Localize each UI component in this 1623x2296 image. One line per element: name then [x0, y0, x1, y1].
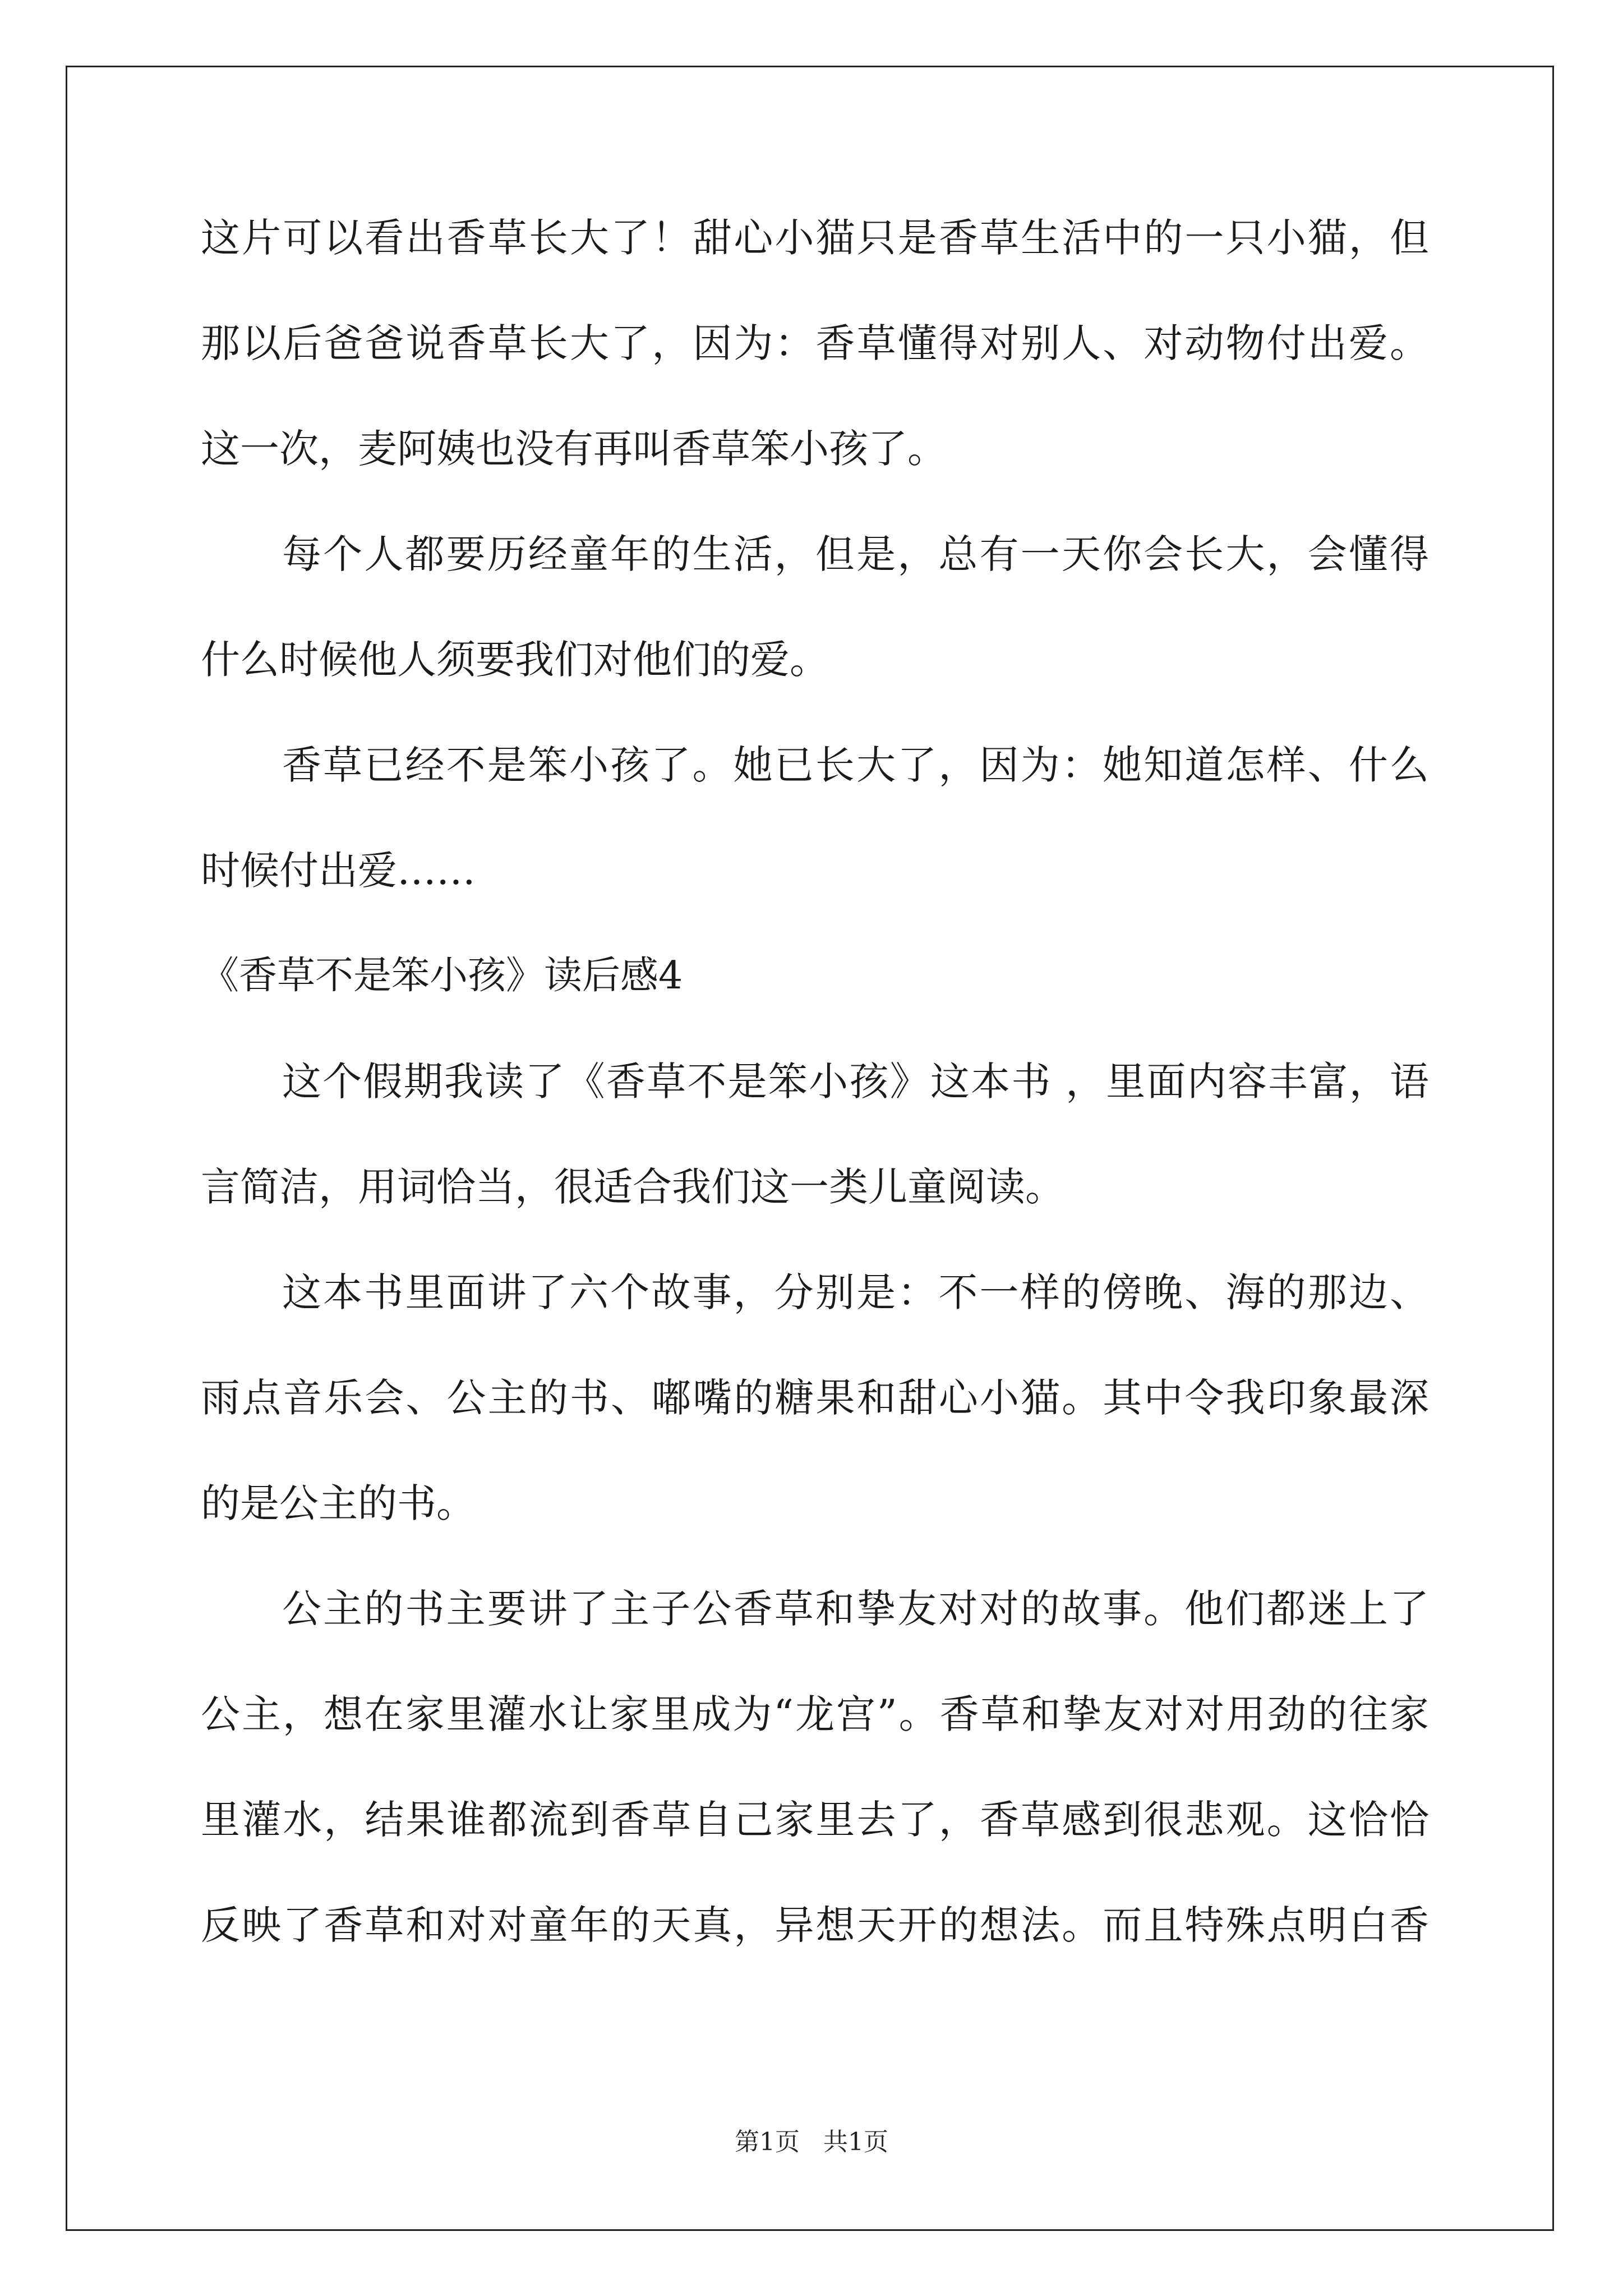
text-line: 反映了香草和对对童年的天真，异想天开的想法。而且特殊点明白香 [201, 1902, 1429, 1948]
text-line: 的是公主的书。 [201, 1480, 476, 1526]
text-line: 言简洁，用词恰当，很适合我们这一类儿童阅读。 [201, 1164, 1064, 1210]
text-line: 公主，想在家里灌水让家里成为“龙宫”。香草和挚友对对用劲的往家 [201, 1691, 1429, 1737]
text-line: 时候付出爱…… [201, 848, 476, 894]
page-number-footer: 第1页 共1页 [735, 2128, 888, 2156]
text-line: 什么时候他人须要我们对他们的爱。 [201, 637, 829, 683]
text-line: 里灌水，结果谁都流到香草自己家里去了，香草感到很悲观。这恰恰 [201, 1797, 1429, 1843]
paragraph-start-line: 这本书里面讲了六个故事，分别是：不一样的傍晚、海的那边、 [282, 1269, 1429, 1315]
section-heading: 《香草不是笨小孩》读后感4 [201, 954, 683, 998]
text-line: 雨点音乐会、公主的书、嘟嘴的糖果和甜心小猫。其中令我印象最深 [201, 1375, 1429, 1421]
paragraph-start-line: 这个假期我读了《香草不是笨小孩》这本书 ，里面内容丰富，语 [282, 1059, 1429, 1105]
document-body [201, 214, 1429, 2007]
text-line: 这一次，麦阿姨也没有再叫香草笨小孩了。 [201, 426, 947, 472]
paragraph-start-line: 公主的书主要讲了主子公香草和挚友对对的故事。他们都迷上了 [282, 1586, 1429, 1632]
paragraph-start-line: 香草已经不是笨小孩了。她已长大了，因为：她知道怎样、什么 [282, 742, 1429, 788]
text-line: 这片可以看出香草长大了！甜心小猫只是香草生活中的一只小猫，但 [201, 215, 1429, 261]
text-line: 那以后爸爸说香草长大了，因为：香草懂得对别人、对动物付出爱。 [201, 320, 1429, 366]
paragraph-start-line: 每个人都要历经童年的生活，但是，总有一天你会长大，会懂得 [282, 531, 1429, 577]
